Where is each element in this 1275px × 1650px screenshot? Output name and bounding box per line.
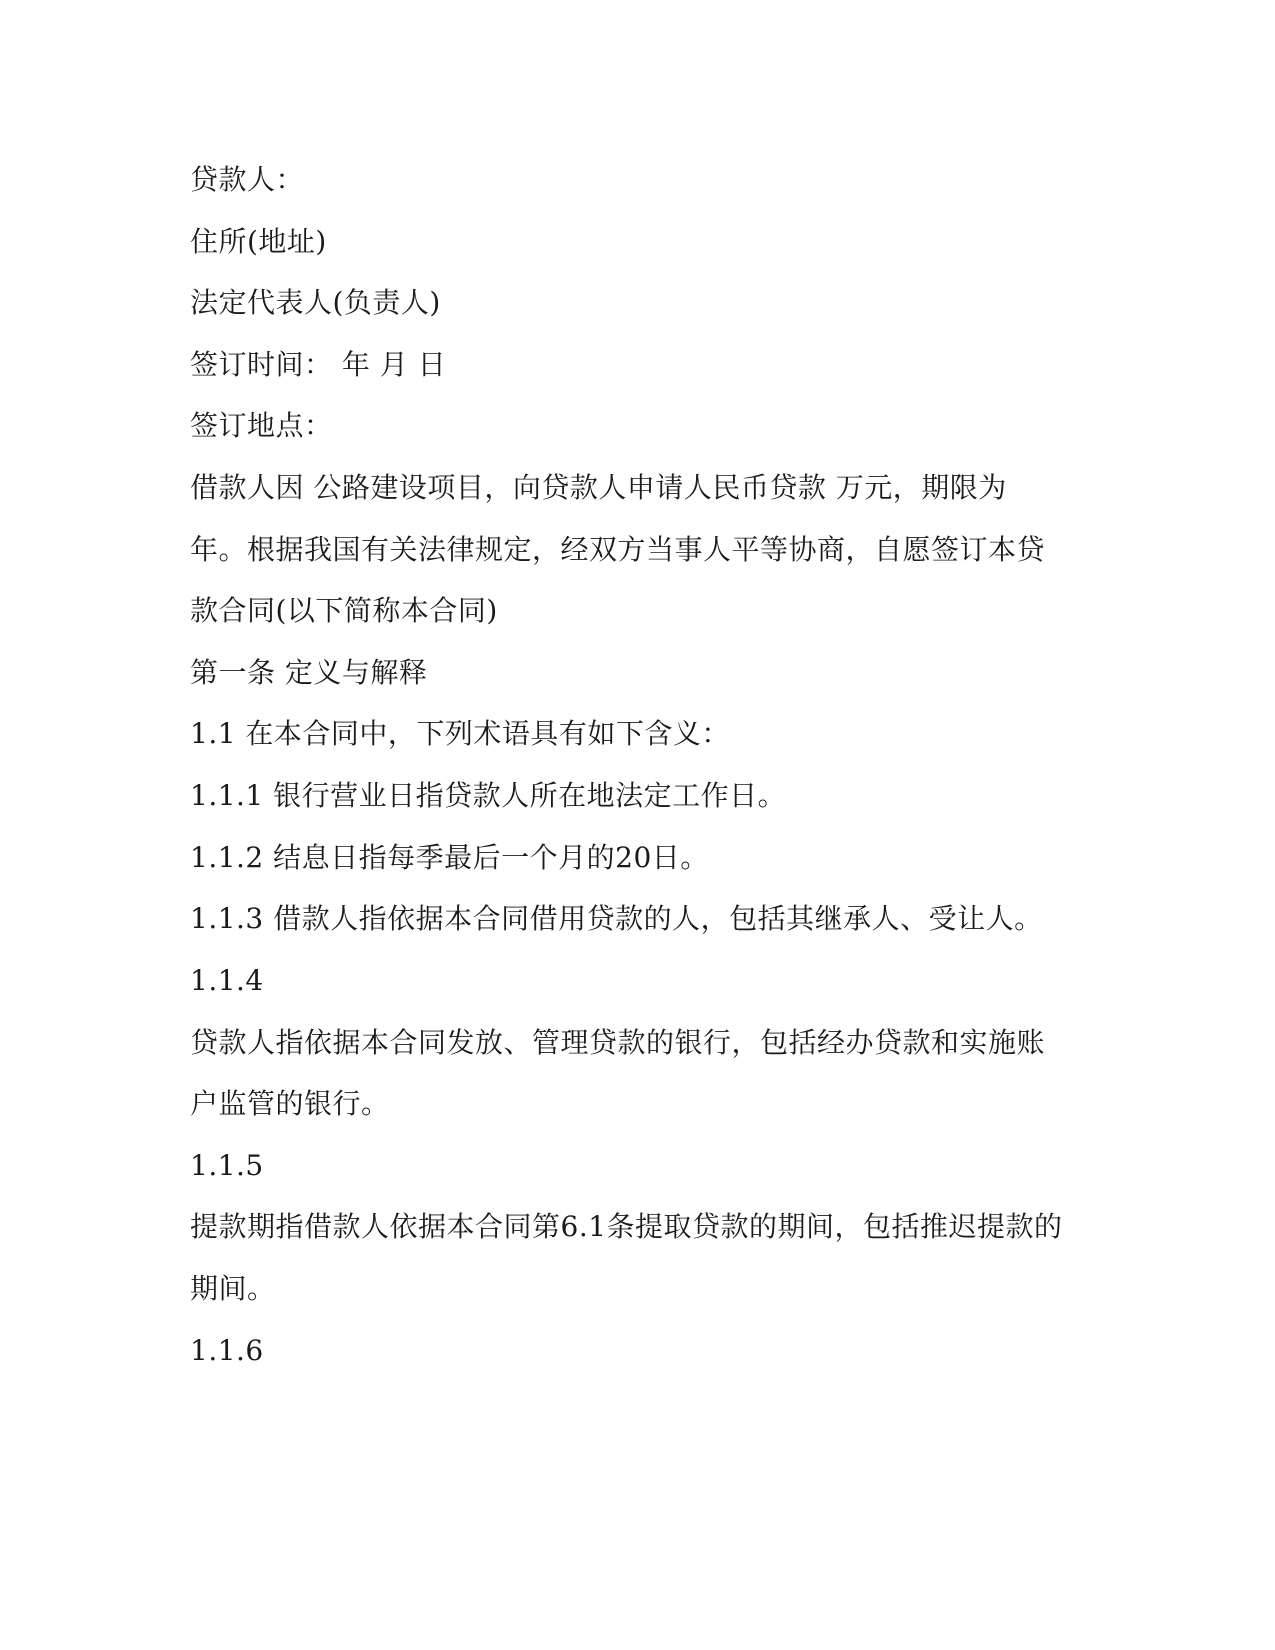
clause-1-1: 1.1 在本合同中，下列术语具有如下含义：: [190, 717, 730, 750]
clause-1-1-1: 1.1.1 银行营业日指贷款人所在地法定工作日。: [190, 779, 787, 812]
article-1-heading: 第一条 定义与解释: [190, 656, 428, 689]
preamble-line-2: 年。根据我国有关法律规定，经双方当事人平等协商，自愿签订本贷: [190, 533, 1046, 566]
clause-1-1-4-text-line-2: 户监管的银行。: [190, 1087, 390, 1120]
clause-1-1-5-text-line-1: 提款期指借款人依据本合同第6.1条提取贷款的期间，包括推迟提款的: [190, 1210, 1063, 1243]
address-label: 住所(地址): [190, 225, 327, 258]
lender-label: 贷款人：: [190, 163, 305, 196]
clause-1-1-6-number: 1.1.6: [190, 1334, 264, 1367]
clause-1-1-5-number: 1.1.5: [190, 1149, 264, 1182]
legal-representative-label: 法定代表人(负责人): [190, 286, 441, 319]
preamble-line-3: 款合同(以下简称本合同): [190, 594, 498, 627]
signing-date-label: 签订时间： 年 月 日: [190, 348, 447, 381]
clause-1-1-4-text-line-1: 贷款人指依据本合同发放、管理贷款的银行，包括经办贷款和实施账: [190, 1026, 1046, 1059]
clause-1-1-5-text-line-2: 期间。: [190, 1272, 276, 1305]
clause-1-1-2: 1.1.2 结息日指每季最后一个月的20日。: [190, 841, 709, 874]
clause-1-1-3: 1.1.3 借款人指依据本合同借用贷款的人，包括其继承人、受让人。: [190, 902, 1043, 935]
clause-1-1-4-number: 1.1.4: [190, 964, 264, 997]
preamble-line-1: 借款人因 公路建设项目，向贷款人申请人民币贷款 万元，期限为: [190, 471, 1007, 504]
signing-place-label: 签订地点：: [190, 409, 333, 442]
